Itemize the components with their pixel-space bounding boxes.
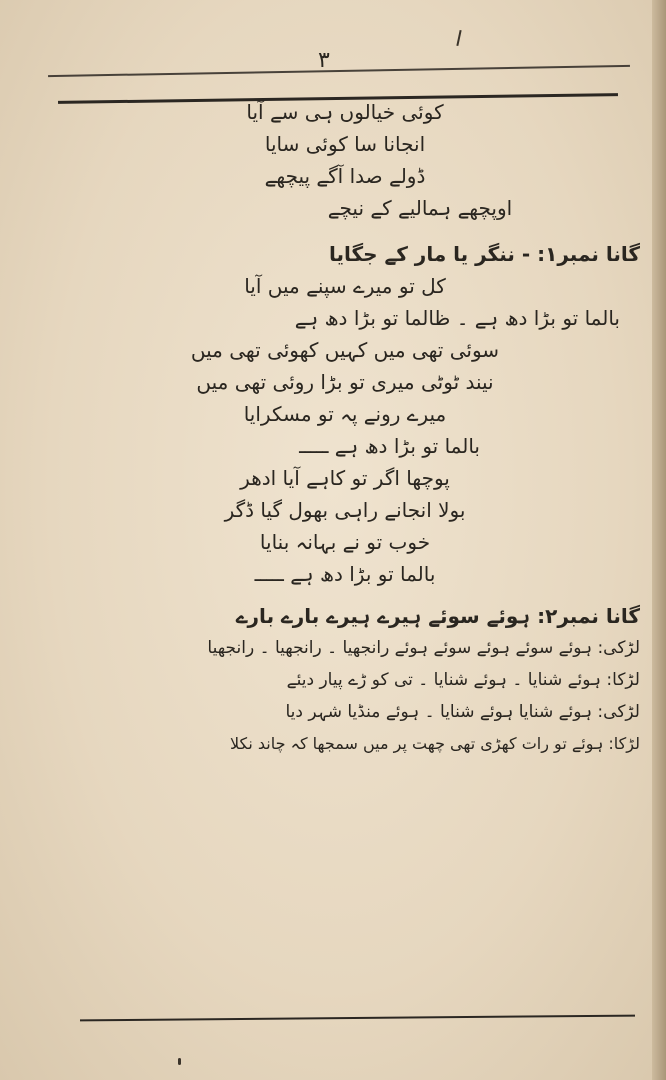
header-rule-thin xyxy=(48,65,630,77)
song-1-line: انجانا سا کوئی سایا xyxy=(264,132,426,156)
song-2-line: میرے رونے پہ تو مسکرایا xyxy=(243,402,447,426)
song-2-line: پوچھا اگر تو کاہے آیا ادھر xyxy=(240,466,450,490)
song-2-line: بولا انجانے راہی بھول گیا ڈگر xyxy=(224,498,466,522)
ink-mark xyxy=(456,30,461,46)
song-text xyxy=(50,96,640,760)
song-3-line: لڑکا: ہوئے شنایا ۔ ہوئے شنایا ۔ تی کو ڑے پیار دیئے xyxy=(286,670,640,690)
song-1-line: اوپچھے ہمالیے کے نیچے xyxy=(327,196,513,220)
song-2-line: خوب تو نے بہانہ بنایا xyxy=(259,530,431,554)
ink-mark xyxy=(178,1058,181,1065)
song-3-line: لڑکا: ہوئے تو رات کھڑی تھی چھت پر میں سمجھا کہ چاند نکلا xyxy=(229,734,640,753)
song-3-line: لڑکی: ہوئے شنایا ہوئے شنایا ۔ ہوئے منڈیا شہر دیا xyxy=(285,702,640,722)
footer-rule xyxy=(80,1015,635,1022)
song-1-line: ڈولے صدا آگے پیچھے xyxy=(264,164,426,188)
song-2-heading: گانا نمبر۱: - ننگر یا مار کے جگایا xyxy=(328,242,640,266)
song-2-line: کل تو میرے سپنے میں آیا xyxy=(244,274,446,298)
song-2-line: بالما تو بڑا دھ ہے ـــــ xyxy=(299,434,480,458)
page-number: ۳ xyxy=(318,48,330,73)
song-2-line: سوئی تھی میں کہیں کھوئی تھی میں xyxy=(190,338,500,362)
song-1-line: کوئی خیالوں ہی سے آیا xyxy=(246,100,444,124)
song-3-heading: گانا نمبر۲: ہوئے سوئے ہیرے ہیرے بارے بارے xyxy=(235,604,640,628)
song-3-line: لڑکی: ہوئے سوئے ہوئے سوئے ہوئے رانجھیا ۔ رانجھیا ۔ رانجھیا xyxy=(207,638,640,658)
song-2-line: بالما تو بڑا دھ ہے ۔ ظالما تو بڑا دھ ہے xyxy=(294,306,620,330)
song-2-line: بالما تو بڑا دھ ہے ـــــ xyxy=(254,562,436,586)
song-2-line: نیند ٹوٹی میری تو بڑا روئی تھی میں xyxy=(196,370,494,394)
page-edge-shadow xyxy=(652,0,666,1080)
